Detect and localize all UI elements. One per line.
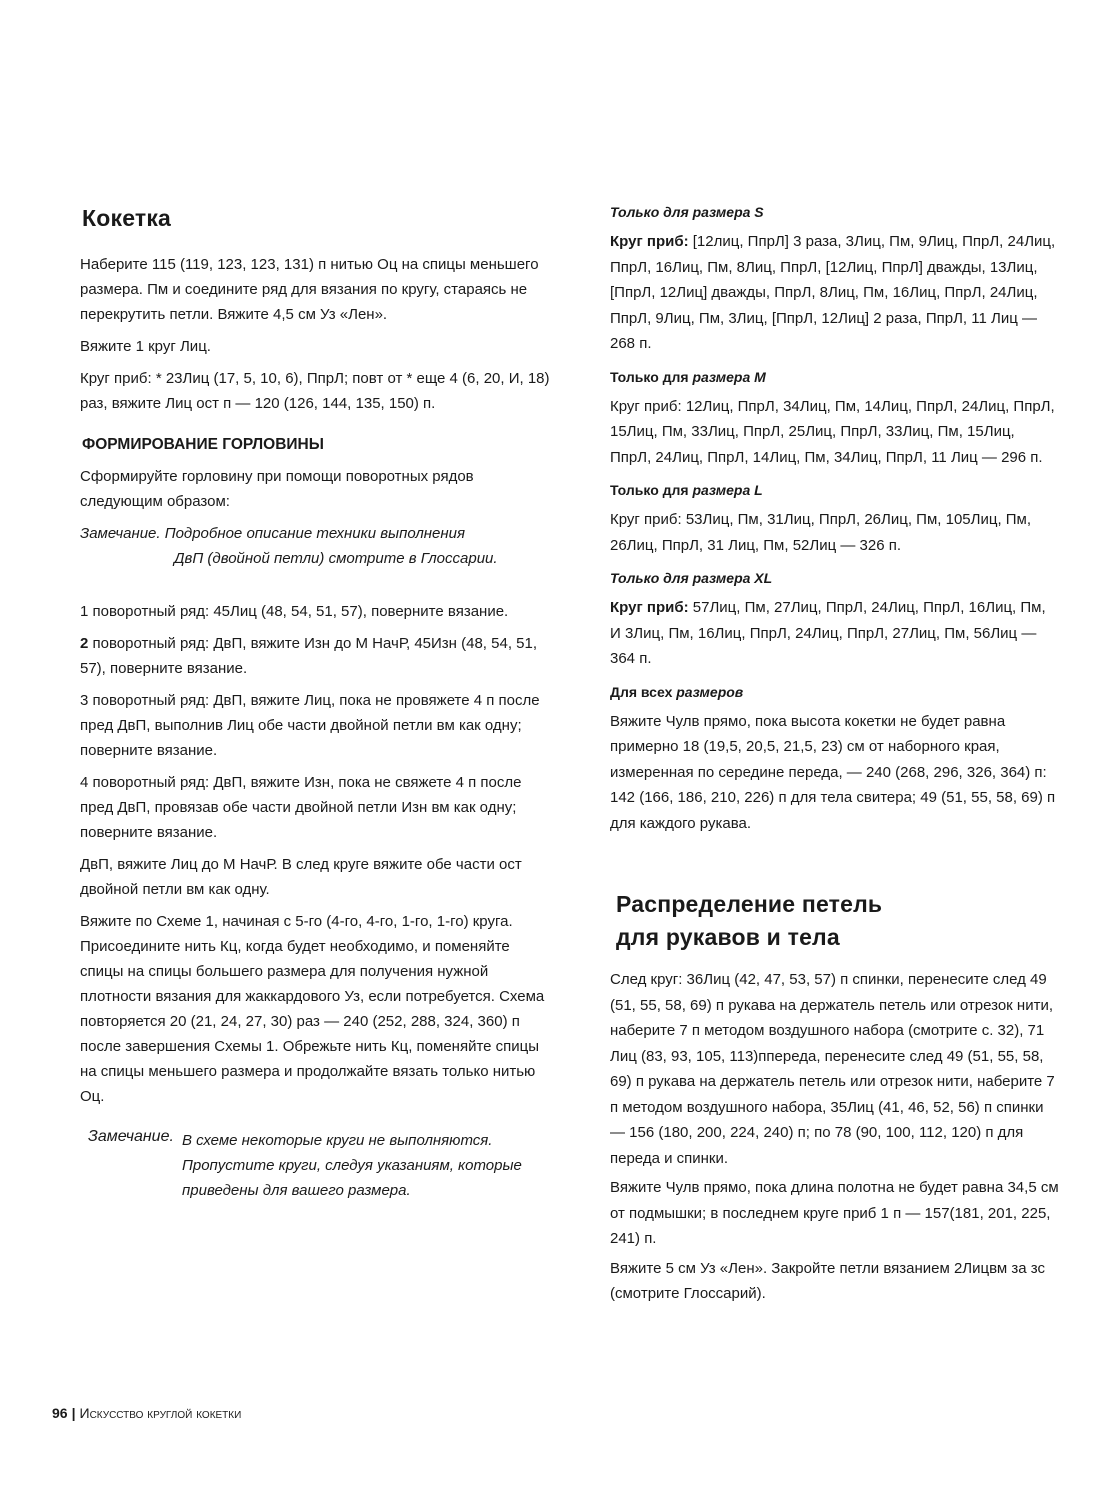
short-row-3: 3 поворотный ряд: ДвП, вяжите Лиц, пока не провяжете 4 п после пред ДвП, выполнив Лиц обе части двойной петли вм как одну; поверните вязание. bbox=[80, 692, 540, 759]
short-row-2-text: поворотный ряд: ДвП, вяжите Изн до М НачР, 45Изн (48, 54, 51, 57), поверните вязание. bbox=[80, 635, 538, 677]
all-sizes-heading-a: Для всех bbox=[610, 683, 677, 700]
all-sizes-heading-b: размеров bbox=[676, 683, 744, 700]
note-text: В схеме некоторые круги не выполняются. Пропустите круги, следуя указаниям, которые приведены для вашего размера. bbox=[182, 1132, 522, 1199]
size-xl-text: 57Лиц, Пм, 27Лиц, ПпрЛ, 24Лиц, ПпрЛ, 16Лиц, Пм, И 3Лиц, Пм, 16Лиц, ПпрЛ, 24Лиц, ПпрЛ, 27Лиц, Пм, 56Лиц — 364 п. bbox=[610, 599, 1046, 667]
heading-line-1: Распределение петель bbox=[616, 891, 883, 917]
paragraph-next-round: След круг: 36Лиц (42, 47, 53, 57) п спинки, перенесите след 49 (51, 55, 58, 69) п рукава на держатель петель или отрезок нити, наберите 7 п методом воздушного набора (смотрите с. 32), 71 Лиц (83, 93, 105, 113)ппереда, перенесите след 49 (51, 55, 58, 69) п рукава на держатель петель или отрезок нити, наберите 7 п методом воздушного набора, 35Лиц (41, 46, 52, 56) п спинки — 156 (180, 200, 224, 240) п; по 78 (90, 100, 112, 120) п для переда и спинки. bbox=[610, 971, 1055, 1167]
size-m-heading-b: размера М bbox=[692, 368, 766, 385]
paragraph-neckline-intro: Сформируйте горловину при помощи поворотных рядов следующим образом: bbox=[80, 468, 474, 510]
size-l-heading-b: размера L bbox=[692, 482, 763, 498]
left-column bbox=[80, 205, 550, 1203]
size-m-instructions: Круг приб: 12Лиц, ПпрЛ, 34Лиц, Пм, 14Лиц, ПпрЛ, 24Лиц, ПпрЛ, 15Лиц, Пм, 33Лиц, ПпрЛ, 25Лиц, ПпрЛ, 33Лиц, Пм, 15Лиц, ПпрЛ, 24Лиц, ПпрЛ, 14Лиц, Пм, 34Лиц, ПпрЛ, 11 Лиц — 296 п. bbox=[610, 397, 1055, 466]
right-column bbox=[610, 202, 1060, 1317]
size-m-heading bbox=[610, 367, 1060, 387]
size-l-instructions: Круг приб: 53Лиц, Пм, 31Лиц, ПпрЛ, 26Лиц, Пм, 105Лиц, Пм, 26Лиц, ПпрЛ, 31 Лиц, Пм, 52Лиц — 326 п. bbox=[610, 511, 1032, 554]
size-l-heading bbox=[610, 480, 1060, 500]
paragraph-increase-round: Круг приб: * 23Лиц (17, 5, 10, 6), ПпрЛ; повт от * еще 4 (6, 20, И, 18) раз, вяжите Лиц ост п — 120 (126, 144, 135, 150) п. bbox=[80, 370, 550, 412]
all-sizes-heading bbox=[610, 682, 1060, 702]
paragraph-knit-round: Вяжите 1 круг Лиц. bbox=[80, 338, 211, 355]
section-heading-distribution bbox=[616, 888, 1060, 954]
footer-separator: | bbox=[71, 1405, 76, 1421]
all-sizes-instructions: Вяжите Чулв прямо, пока высота кокетки не будет равна примерно 18 (19,5, 20,5, 21,5, 23) см от наборного края, измеренная по середине переда, — 240 (268, 296, 326, 364) п: 142 (166, 186, 210, 226) п для тела свитера; 49 (51, 55, 58, 69) п для каждого рукава. bbox=[610, 712, 1056, 832]
paragraph-cast-on: Наберите 115 (119, 123, 123, 131) п нитью Оц на спицы меньшего размера. Пм и соедините ряд для вязания по кругу, стараясь не перекрутить петли. Вяжите 4,5 см Уз «Лен». bbox=[80, 256, 539, 323]
size-m-heading-a: Только для bbox=[610, 368, 693, 385]
size-xl-heading: Только для размера XL bbox=[610, 570, 773, 586]
book-title: Искусство круглой кокетки bbox=[79, 1405, 242, 1421]
note-double-stitch bbox=[80, 521, 550, 571]
size-s-instructions bbox=[610, 229, 1060, 357]
section-heading-koketka: Кокетка bbox=[82, 205, 172, 231]
subheading-neckline: ФОРМИРОВАНИЕ ГОРЛОВИНЫ bbox=[82, 436, 324, 453]
short-row-1: 1 поворотный ряд: 45Лиц (48, 54, 51, 57), поверните вязание. bbox=[80, 603, 509, 620]
paragraph-chart-1: Вяжите по Схеме 1, начиная с 5-го (4-го, 4-го, 1-го, 1-го) круга. Присоедините нить Кц, когда будет необходимо, и поменяйте спицы на спицы большего размера для получения нужной плотности вязания для жаккардового Уз, если потребуется. Схема повторяется 20 (21, 24, 27, 30) раз — 240 (252, 288, 324, 360) п после завершения Схемы 1. Обрежьте нить Кц, поменяйте спицы на спицы меньшего размера и продолжайте вязать только нитью Оц. bbox=[80, 913, 545, 1105]
short-row-2-number: 2 bbox=[80, 635, 89, 652]
note-line-1: Замечание. Подробное описание техники выполнения bbox=[80, 525, 465, 542]
size-l-heading-a: Только для bbox=[610, 482, 693, 498]
note-label: Замечание. bbox=[88, 1128, 174, 1145]
size-s-text: [12лиц, ПпрЛ] 3 раза, 3Лиц, Пм, 9Лиц, ПпрЛ, 24Лиц, ПпрЛ, 16Лиц, Пм, 8Лиц, ПпрЛ, [12Лиц, ПпрЛ] дважды, 13Лиц, [ПпрЛ, 12Лиц] дважды, ПпрЛ, 8Лиц, Пм, 16Лиц, ПпрЛ, 24Лиц, ПпрЛ, 9Лиц, Пм, 3Лиц, [ПпрЛ, 12Лиц] 2 раза, ПпрЛ, 11 Лиц — 268 п. bbox=[610, 233, 1056, 352]
size-xl-instructions bbox=[610, 595, 1060, 672]
size-xl-lead: Круг приб: bbox=[610, 599, 689, 616]
heading-line-2: для рукавов и тела bbox=[616, 924, 840, 950]
paragraph-knit-straight: Вяжите Чулв прямо, пока длина полотна не будет равна 34,5 см от подмышки; в последнем круге приб 1 п — 157(181, 201, 225, 241) п. bbox=[610, 1179, 1059, 1247]
size-s-heading: Только для размера S bbox=[610, 204, 764, 220]
short-row-2 bbox=[80, 631, 550, 681]
page-number: 96 bbox=[52, 1405, 68, 1421]
short-row-4: 4 поворотный ряд: ДвП, вяжите Изн, пока не свяжете 4 п после пред ДвП, провязав обе части двойной петли Изн вм как одну; поверните вязание. bbox=[80, 774, 522, 841]
paragraph-bind-off: Вяжите 5 см Уз «Лен». Закройте петли вязанием 2Лицвм за зс (смотрите Глоссарий). bbox=[610, 1259, 1045, 1302]
note-line-2: ДвП (двойной петли) смотрите в Глоссарии. bbox=[174, 550, 498, 567]
page-footer bbox=[52, 1405, 241, 1421]
size-s-lead: Круг приб: bbox=[610, 233, 689, 250]
paragraph-finish-short-rows: ДвП, вяжите Лиц до М НачР. В след круге вяжите обе части ост двойной петли вм как одну. bbox=[80, 856, 522, 898]
note-skip-rounds bbox=[88, 1128, 550, 1203]
